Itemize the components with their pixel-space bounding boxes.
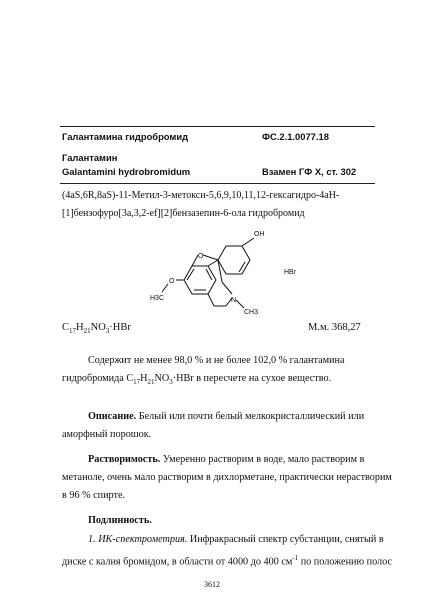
header-bottom-rule	[60, 183, 375, 184]
nitrogen-label: N	[231, 297, 237, 304]
solubility-line3: в 96 % спирте.	[62, 490, 126, 501]
content-line2: гидробромида $C_{17}H_{21}NO_3\cdot HBr$ в пересчете на сухое вещество.	[62, 373, 332, 387]
ir-label: 1. ИК-спектрометрия.	[88, 534, 188, 545]
fs-number: ФС.2.1.0077.18	[262, 131, 329, 142]
hbr-label: HBr	[284, 269, 297, 276]
title-russian: Галантамина гидробромид	[62, 131, 189, 142]
molecular-formula: $C_{17}H_{21}NO_3\cdot HBr$	[62, 322, 131, 336]
solubility-line1: Растворимость. Умеренно растворим в воде, мало растворим в	[88, 454, 365, 465]
description-label: Описание.	[88, 411, 137, 422]
chemical-name-line2: [1]бензофуро[3a,3,2-ef][2]бензазепин-6-ола гидробромид	[62, 208, 305, 219]
solubility-label: Растворимость.	[88, 454, 161, 465]
ir-line1: 1. ИК-спектрометрия. Инфракрасный спектр субстанции, снятый в	[88, 534, 384, 545]
n-methyl-label: CH3	[244, 309, 259, 316]
hydroxyl-label: OH	[254, 231, 265, 238]
structural-formula	[150, 222, 310, 322]
methyl-h3c-label: H3C	[150, 295, 165, 302]
molecule-bonds	[162, 238, 254, 308]
subtitle-russian: Галантамин	[62, 152, 118, 163]
oxygen-methoxy-label: O	[169, 278, 175, 285]
authenticity-heading: Подлинность.	[88, 515, 152, 526]
title-latin: Galantamini hydrobromidum	[62, 166, 191, 177]
oxygen-label: O	[198, 253, 204, 260]
content-line1: Содержит не менее 98,0 % и не более 102,0 % галантамина	[88, 355, 345, 366]
molar-mass: М.м. 368,27	[308, 322, 361, 333]
page-number: 3612	[204, 580, 220, 589]
solubility-line2: метаноле, очень мало растворим в дихлорметане, практически нерастворим	[62, 472, 392, 483]
description-line2: аморфный порошок.	[62, 429, 152, 440]
ir-line2: диске с калия бромидом, в области от 4000 до 400 $см^{-1}$ по положению полос	[62, 554, 392, 568]
replaces-note: Взамен ГФ X, ст. 302	[262, 166, 357, 177]
description-line1: Описание. Белый или почти белый мелкокристаллический или	[88, 411, 365, 422]
chemical-name-line1: (4aS,6R,8aS)-11-Метил-3-метокси-5,6,9,10,11,12-гексагидро-4aH-	[62, 190, 340, 201]
header-top-rule	[60, 126, 375, 127]
